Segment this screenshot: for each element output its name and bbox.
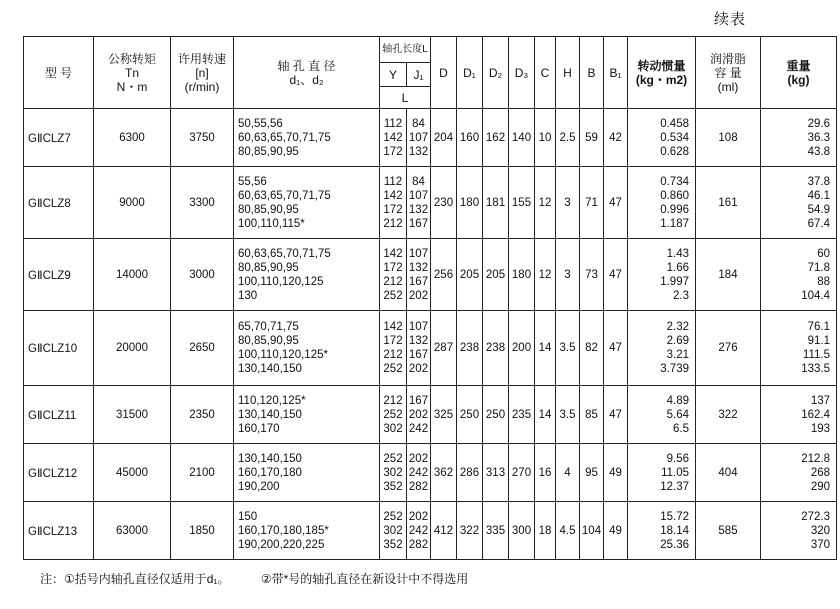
table-row [24, 444, 837, 502]
cell-H: 3 [556, 239, 580, 311]
cell-grease: 276 [696, 311, 761, 386]
cell-grease: 404 [696, 444, 761, 502]
cell-B: 59 [580, 109, 604, 167]
cell-inertia: 1.43 1.66 1.997 2.3 [628, 239, 696, 311]
table-row [24, 167, 837, 239]
cell-torque: 20000 [94, 311, 171, 386]
cell-weight: 37.8 46.1 54.9 67.4 [761, 167, 837, 239]
cell-j1-lengths: 202 242 282 [407, 502, 431, 560]
cell-grease: 161 [696, 167, 761, 239]
header-D: D [431, 37, 457, 109]
cell-B1: 47 [604, 386, 628, 444]
footnote-1: 注：①括号内轴孔直径仅适用于d₁。 [40, 572, 230, 586]
cell-B: 71 [580, 167, 604, 239]
cell-model: GⅡCLZ7 [24, 109, 94, 167]
cell-B1: 42 [604, 109, 628, 167]
cell-B1: 49 [604, 502, 628, 560]
cell-y-lengths: 142 172 212 252 [380, 311, 407, 386]
cell-model: GⅡCLZ12 [24, 444, 94, 502]
cell-D: 287 [431, 311, 457, 386]
header-J1: J₁ [407, 63, 431, 87]
header-D1: D₁ [457, 37, 483, 109]
cell-inertia: 4.89 5.64 6.5 [628, 386, 696, 444]
cell-speed: 3750 [171, 109, 234, 167]
cell-speed: 3300 [171, 167, 234, 239]
cell-bore-diameters: 65,70,71,75 80,85,90,95 100,110,120,125* 130,140,150 [234, 311, 380, 386]
cell-bore-diameters: 130,140,150 160,170,180 190,200 [234, 444, 380, 502]
cell-D2: 250 [483, 386, 509, 444]
cell-C: 14 [535, 386, 556, 444]
cell-H: 4.5 [556, 502, 580, 560]
header-Y: Y [380, 63, 407, 87]
cell-bore-diameters: 60,63,65,70,71,75 80,85,90,95 100,110,120,125 130 [234, 239, 380, 311]
table-row [24, 109, 837, 167]
cell-D1: 322 [457, 502, 483, 560]
header-H: H [556, 37, 580, 109]
cell-H: 4 [556, 444, 580, 502]
cell-speed: 2650 [171, 311, 234, 386]
cell-bore-diameters: 150 160,170,180,185* 190,200,220,225 [234, 502, 380, 560]
cell-D2: 205 [483, 239, 509, 311]
cell-weight: 60 71.8 88 104.4 [761, 239, 837, 311]
continued-label: 续表 [714, 11, 747, 28]
table-row [24, 311, 837, 386]
cell-D1: 238 [457, 311, 483, 386]
cell-j1-lengths: 107 132 167 202 [407, 239, 431, 311]
table-row [24, 239, 837, 311]
header-torque: 公称转矩 Tn N・m [94, 37, 171, 109]
cell-model: GⅡCLZ10 [24, 311, 94, 386]
cell-model: GⅡCLZ13 [24, 502, 94, 560]
cell-D2: 313 [483, 444, 509, 502]
cell-C: 16 [535, 444, 556, 502]
cell-H: 2.5 [556, 109, 580, 167]
cell-weight: 76.1 91.1 111.5 133.5 [761, 311, 837, 386]
cell-j1-lengths: 107 132 167 202 [407, 311, 431, 386]
header-D2: D₂ [483, 37, 509, 109]
cell-y-lengths: 252 302 352 [380, 502, 407, 560]
cell-j1-lengths: 202 242 282 [407, 444, 431, 502]
cell-grease: 585 [696, 502, 761, 560]
cell-model: GⅡCLZ8 [24, 167, 94, 239]
cell-D1: 160 [457, 109, 483, 167]
cell-grease: 108 [696, 109, 761, 167]
header-L: L [380, 87, 431, 109]
cell-inertia: 15.72 18.14 25.36 [628, 502, 696, 560]
cell-weight: 212.8 268 290 [761, 444, 837, 502]
cell-C: 12 [535, 239, 556, 311]
cell-H: 3.5 [556, 386, 580, 444]
header-D3: D₃ [509, 37, 535, 109]
header-bore-length: 轴孔长度L [380, 37, 431, 63]
cell-H: 3.5 [556, 311, 580, 386]
cell-D: 362 [431, 444, 457, 502]
cell-D: 412 [431, 502, 457, 560]
cell-H: 3 [556, 167, 580, 239]
cell-j1-lengths: 84 107 132 167 [407, 167, 431, 239]
cell-B1: 47 [604, 167, 628, 239]
cell-D3: 180 [509, 239, 535, 311]
cell-C: 14 [535, 311, 556, 386]
cell-D1: 286 [457, 444, 483, 502]
cell-D3: 235 [509, 386, 535, 444]
cell-D2: 335 [483, 502, 509, 560]
cell-B: 73 [580, 239, 604, 311]
footnote [40, 570, 496, 587]
cell-torque: 6300 [94, 109, 171, 167]
cell-torque: 14000 [94, 239, 171, 311]
cell-D2: 181 [483, 167, 509, 239]
cell-bore-diameters: 110,120,125* 130,140,150 160,170 [234, 386, 380, 444]
cell-bore-diameters: 50,55,56 60,63,65,70,71,75 80,85,90,95 [234, 109, 380, 167]
cell-speed: 3000 [171, 239, 234, 311]
header-weight: 重量 (kg) [761, 37, 837, 109]
cell-weight: 29.6 36.3 43.8 [761, 109, 837, 167]
cell-grease: 184 [696, 239, 761, 311]
cell-torque: 63000 [94, 502, 171, 560]
cell-weight: 137 162.4 193 [761, 386, 837, 444]
cell-y-lengths: 212 252 302 [380, 386, 407, 444]
cell-inertia: 2.32 2.69 3.21 3.739 [628, 311, 696, 386]
cell-grease: 322 [696, 386, 761, 444]
header-B: B [580, 37, 604, 109]
cell-inertia: 0.458 0.534 0.628 [628, 109, 696, 167]
header-B1: B₁ [604, 37, 628, 109]
cell-D3: 270 [509, 444, 535, 502]
header-grease: 润滑脂 容 量 (ml) [696, 37, 761, 109]
cell-D3: 155 [509, 167, 535, 239]
cell-B: 85 [580, 386, 604, 444]
cell-bore-diameters: 55,56 60,63,65,70,71,75 80,85,90,95 100,110,115* [234, 167, 380, 239]
cell-C: 10 [535, 109, 556, 167]
coupling-spec-table [23, 36, 837, 560]
cell-y-lengths: 142 172 212 252 [380, 239, 407, 311]
cell-D: 204 [431, 109, 457, 167]
cell-B: 95 [580, 444, 604, 502]
cell-speed: 1850 [171, 502, 234, 560]
cell-D2: 162 [483, 109, 509, 167]
header-inertia: 转动惯量 (kg・m2) [628, 37, 696, 109]
cell-speed: 2100 [171, 444, 234, 502]
table-row [24, 502, 837, 560]
header-speed: 许用转速 [n] (r/min) [171, 37, 234, 109]
cell-model: GⅡCLZ9 [24, 239, 94, 311]
cell-torque: 31500 [94, 386, 171, 444]
cell-D3: 200 [509, 311, 535, 386]
cell-D1: 250 [457, 386, 483, 444]
cell-y-lengths: 112 142 172 212 [380, 167, 407, 239]
table-row [24, 386, 837, 444]
cell-torque: 45000 [94, 444, 171, 502]
cell-D1: 205 [457, 239, 483, 311]
cell-j1-lengths: 167 202 242 [407, 386, 431, 444]
cell-model: GⅡCLZ11 [24, 386, 94, 444]
cell-C: 18 [535, 502, 556, 560]
cell-D: 256 [431, 239, 457, 311]
cell-D3: 300 [509, 502, 535, 560]
cell-y-lengths: 112 142 172 [380, 109, 407, 167]
cell-weight: 272.3 320 370 [761, 502, 837, 560]
header-bore-diameter: 轴 孔 直 径 d₁、d₂ [234, 37, 380, 109]
cell-speed: 2350 [171, 386, 234, 444]
cell-D3: 140 [509, 109, 535, 167]
cell-B1: 47 [604, 239, 628, 311]
cell-inertia: 0.734 0.860 0.996 1.187 [628, 167, 696, 239]
cell-D: 325 [431, 386, 457, 444]
cell-torque: 9000 [94, 167, 171, 239]
cell-y-lengths: 252 302 352 [380, 444, 407, 502]
cell-C: 12 [535, 167, 556, 239]
cell-B: 104 [580, 502, 604, 560]
header-model: 型 号 [24, 37, 94, 109]
footnote-2: ②带*号的轴孔直径在新设计中不得选用 [260, 572, 469, 586]
cell-B1: 47 [604, 311, 628, 386]
cell-B: 82 [580, 311, 604, 386]
cell-D1: 180 [457, 167, 483, 239]
header-C: C [535, 37, 556, 109]
cell-D2: 238 [483, 311, 509, 386]
cell-B1: 49 [604, 444, 628, 502]
cell-D: 230 [431, 167, 457, 239]
cell-inertia: 9.56 11.05 12.37 [628, 444, 696, 502]
cell-j1-lengths: 84 107 132 [407, 109, 431, 167]
